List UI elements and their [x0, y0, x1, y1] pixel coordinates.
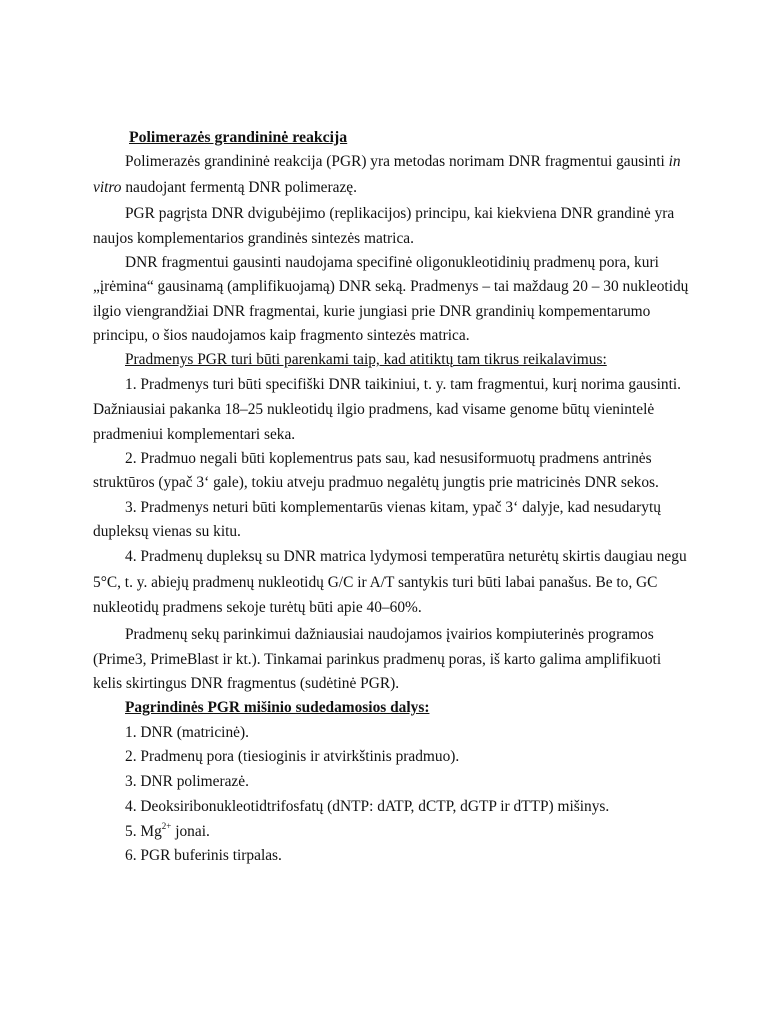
paragraph-intro-line-1: [125, 150, 681, 174]
component-item-6: 6. PGR buferinis tirpalas.: [125, 847, 282, 864]
requirement-4-line-3: nukleotidų pradmens sekoje turėtų būti apie 40–60%.: [93, 599, 422, 616]
requirement-4-line-1: 4. Pradmenų dupleksų su DNR matrica lydymosi temperatūra neturėtų skirtis daugiau negu: [125, 548, 687, 565]
components-heading: Pagrindinės PGR mišinio sudedamosios dalys:: [125, 699, 430, 716]
italic-text: vitro: [93, 179, 122, 196]
component-item-1: 1. DNR (matricinė).: [125, 724, 249, 741]
requirement-3-line-1: 3. Pradmenys neturi būti komplementarūs vienas kitam, ypač 3‘ dalyje, kad nesudarytų: [125, 499, 661, 516]
document-title: Polimerazės grandininė reakcija: [129, 129, 348, 146]
requirement-1-line-3: pradmeniui komplementari seka.: [93, 426, 296, 443]
requirement-1-line-1: 1. Pradmenys turi būti specifiški DNR taikiniui, t. y. tam fragmentui, kurį norima gausinti.: [125, 376, 681, 393]
paragraph-principle-line-1: PGR pagrįsta DNR dvigubėjimo (replikacijos) principu, kai kiekviena DNR grandinė yra: [125, 205, 675, 222]
text-span: Polimerazės grandininė reakcija (PGR) yra metodas norimam DNR fragmentui gausinti: [125, 153, 669, 170]
requirement-4-line-2: 5°C, t. y. abiejų pradmenų nukleotidų G/C ir A/T santykis turi būti labai panašus. Be to, GC: [93, 574, 658, 591]
requirement-1-line-2: Dažniausiai pakanka 18–25 nukleotidų ilgio pradmens, kad visame genome būtų vienintelė: [93, 401, 655, 418]
paragraph-software-line-2: (Prime3, PrimeBlast ir kt.). Tinkamai parinkus pradmenų poras, iš karto galima amplifikuoti: [93, 651, 662, 668]
text-span: naudojant fermentą DNR polimerazę.: [121, 179, 357, 196]
text-span: 5. Mg: [125, 823, 162, 840]
component-item-4: 4. Deoksiribonukleotidtrifosfatų (dNTP: dATP, dCTP, dGTP ir dTTP) mišinys.: [125, 798, 610, 815]
paragraph-primers-line-4: principu, o šios naudojamos kaip fragmento sintezės matrica.: [93, 327, 470, 344]
component-item-2: 2. Pradmenų pora (tiesioginis ir atvirkštinis pradmuo).: [125, 748, 460, 765]
superscript-text: 2+: [161, 820, 172, 831]
requirement-2-line-1: 2. Pradmuo negali būti koplementrus pats sau, kad nesusiformuotų pradmens antrinės: [125, 450, 652, 467]
requirement-2-line-2: struktūros (ypač 3‘ gale), tokiu atveju pradmuo negalėtų jungtis prie matricinės DNR sekos.: [93, 474, 659, 491]
paragraph-primers-line-2: „įrėmina“ gausinamą (amplifikuojamą) DNR seką. Pradmenys – tai maždaug 20 – 30 nukleotidų: [93, 278, 689, 295]
requirements-heading: Pradmenys PGR turi būti parenkami taip, kad atitiktų tam tikrus reikalavimus:: [125, 351, 607, 368]
requirement-3-line-2: dupleksų vienas su kitu.: [93, 523, 241, 540]
paragraph-software-line-1: Pradmenų sekų parinkimui dažniausiai naudojamos įvairios kompiuterinės programos: [125, 626, 654, 643]
italic-text: in: [668, 153, 681, 170]
paragraph-primers-line-1: DNR fragmentui gausinti naudojama specifinė oligonukleotidinių pradmenų pora, kuri: [125, 254, 659, 271]
component-item-5: [125, 820, 210, 844]
paragraph-primers-line-3: ilgio viengrandžiai DNR fragmentai, kurie jungiasi prie DNR grandinių kompementarumo: [93, 303, 651, 320]
paragraph-software-line-3: kelis skirtingus DNR fragmentus (sudėtinė PGR).: [93, 675, 400, 692]
text-span: jonai.: [171, 823, 210, 840]
paragraph-intro-line-2: [93, 176, 357, 200]
component-item-3: 3. DNR polimerazė.: [125, 773, 249, 790]
paragraph-principle-line-2: naujos komplementarios grandinės sintezės matrica.: [93, 230, 414, 247]
